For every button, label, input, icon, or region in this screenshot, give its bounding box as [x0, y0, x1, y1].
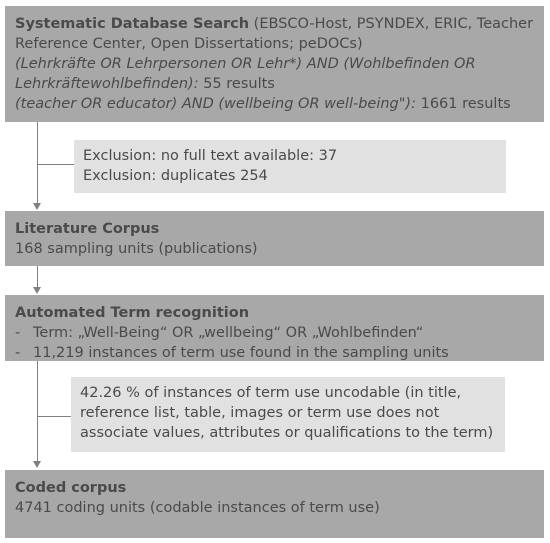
recognition-item-term	[15, 323, 534, 343]
arrowhead-2	[33, 287, 41, 294]
coded-text: 4741 coding units (codable instances of term use)	[15, 500, 380, 516]
search-databases: (EBSCO-Host, PSYNDEX, ERIC, Teacher Reference Center, Open Dissertations; peDOCs)	[15, 16, 534, 52]
exclusion-box	[74, 140, 506, 193]
search-title: Systematic Database Search	[15, 16, 250, 32]
recognition-term-text: Term: „Well-Being“ OR „wellbeing“ OR „Wohlbefinden“	[33, 325, 424, 341]
connector-branch-exclusion	[37, 164, 74, 165]
uncodable-text: 42.26 % of instances of term use uncodable (in title, reference list, table, images or term use does not associate values, attributes or qualifications to the term)	[80, 385, 494, 441]
recognition-item-instances	[15, 343, 534, 363]
coded-box	[5, 470, 544, 538]
search-box	[5, 6, 544, 122]
search-query-german-result: 55 results	[198, 76, 275, 92]
connector-vertical-3	[37, 361, 38, 462]
connector-vertical-2	[37, 266, 38, 288]
coded-title: Coded corpus	[15, 480, 127, 496]
corpus-box	[5, 211, 544, 266]
search-query-english: (teacher OR educator) AND (wellbeing OR well-being"):	[15, 96, 416, 112]
arrowhead-3	[33, 461, 41, 468]
exclusion-no-full-text: Exclusion: no full text available: 37	[83, 148, 338, 164]
bullet-2: -	[15, 345, 21, 361]
corpus-title: Literature Corpus	[15, 221, 160, 237]
bullet-1: -	[15, 325, 21, 341]
uncodable-box	[71, 377, 505, 452]
arrowhead-1	[33, 203, 41, 210]
search-query-english-result: 1661 results	[415, 96, 511, 112]
connector-branch-uncodable	[37, 416, 71, 417]
recognition-instances-text: 11,219 instances of term use found in the sampling units	[33, 345, 449, 361]
recognition-title: Automated Term recognition	[15, 305, 250, 321]
exclusion-duplicates: Exclusion: duplicates 254	[83, 168, 268, 184]
connector-vertical-1	[37, 122, 38, 204]
recognition-box	[5, 295, 544, 361]
search-query-german: (Lehrkräfte OR Lehrpersonen OR Lehr*) AND (Wohlbefinden OR Lehrkräftewohlbefinden):	[15, 56, 476, 92]
corpus-text: 168 sampling units (publications)	[15, 241, 258, 257]
